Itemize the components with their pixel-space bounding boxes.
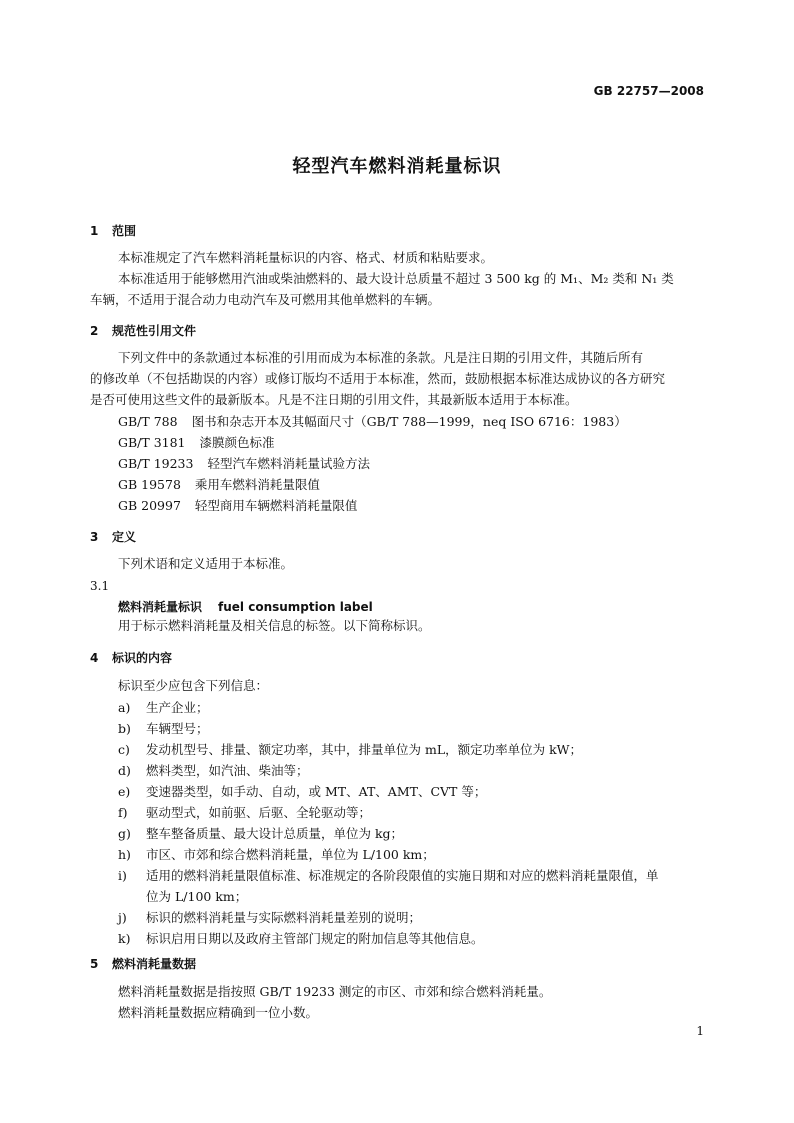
reference-title: 轻型汽车燃料消耗量试验方法 bbox=[207, 456, 370, 471]
section-number: 5 bbox=[90, 957, 99, 971]
section-title: 规范性引用文件 bbox=[112, 324, 197, 338]
reference-title: 轻型商用车辆燃料消耗量限值 bbox=[194, 498, 358, 513]
list-item-continuation bbox=[118, 887, 247, 905]
list-label: i) bbox=[118, 868, 127, 883]
term-english: fuel consumption label bbox=[218, 600, 373, 614]
paragraph: 燃料消耗量数据应精确到一位小数。 bbox=[118, 1005, 319, 1020]
list-text: 整车整备质量、最大设计总质量，单位为 kg； bbox=[146, 826, 404, 841]
list-text: 位为 L/100 km； bbox=[146, 889, 248, 904]
list-item bbox=[118, 866, 659, 884]
list-text: 生产企业； bbox=[146, 700, 209, 715]
term-definition: 用于标示燃料消耗量及相关信息的标签。以下简称标识。 bbox=[118, 618, 431, 633]
paragraph: 本标准适用于能够燃用汽油或柴油燃料的、最大设计总质量不超过 3 500 kg 的 M₁、M₂ 类和 N₁ 类 bbox=[118, 271, 674, 286]
list-label: k) bbox=[118, 931, 131, 946]
list-label: g) bbox=[118, 826, 131, 841]
term-chinese: 燃料消耗量标识 bbox=[118, 600, 203, 614]
reference-code: GB/T 19233 bbox=[118, 456, 194, 471]
standard-number: GB 22757—2008 bbox=[593, 84, 704, 98]
reference-item bbox=[118, 496, 357, 514]
section-number: 1 bbox=[90, 224, 99, 238]
reference-item bbox=[118, 475, 320, 493]
reference-code: GB 20997 bbox=[118, 498, 181, 513]
reference-item bbox=[118, 433, 275, 451]
reference-item bbox=[118, 412, 627, 430]
paragraph-continuation: 车辆，不适用于混合动力电动汽车及可燃用其他单燃料的车辆。 bbox=[90, 292, 441, 307]
section-title: 标识的内容 bbox=[112, 651, 173, 665]
list-item bbox=[118, 719, 209, 737]
paragraph: 下列文件中的条款通过本标准的引用而成为本标准的条款。凡是注日期的引用文件，其随后所有 bbox=[118, 350, 644, 365]
reference-code: GB 19578 bbox=[118, 477, 181, 492]
section-title: 定义 bbox=[112, 530, 137, 544]
list-text: 标识启用日期以及政府主管部门规定的附加信息等其他信息。 bbox=[146, 931, 484, 946]
section-title: 燃料消耗量数据 bbox=[112, 957, 197, 971]
list-item bbox=[118, 803, 371, 821]
reference-title: 漆膜颜色标准 bbox=[199, 435, 275, 450]
list-item bbox=[118, 908, 421, 926]
section-4-heading bbox=[90, 649, 172, 666]
section-1-heading bbox=[90, 222, 136, 239]
list-text: 驱动型式，如前驱、后驱、全轮驱动等； bbox=[146, 805, 372, 820]
paragraph-continuation: 是否可使用这些文件的最新版本。凡是不注日期的引用文件，其最新版本适用于本标准。 bbox=[90, 392, 578, 407]
list-text: 车辆型号； bbox=[146, 721, 209, 736]
term-entry bbox=[118, 598, 373, 615]
section-number: 3 bbox=[90, 530, 99, 544]
section-2-heading bbox=[90, 322, 196, 339]
paragraph: 本标准规定了汽车燃料消耗量标识的内容、格式、材质和粘贴要求。 bbox=[118, 250, 494, 265]
list-text: 标识的燃料消耗量与实际燃料消耗量差别的说明； bbox=[146, 910, 422, 925]
list-label: a) bbox=[118, 700, 131, 715]
list-text: 燃料类型，如汽油、柴油等； bbox=[146, 763, 309, 778]
document-title: 轻型汽车燃料消耗量标识 bbox=[292, 156, 502, 177]
list-item bbox=[118, 929, 484, 947]
list-item bbox=[118, 698, 209, 716]
section-title: 范围 bbox=[112, 224, 137, 238]
list-text: 发动机型号、排量、额定功率，其中，排量单位为 mL，额定功率单位为 kW； bbox=[146, 742, 583, 757]
list-label: c) bbox=[118, 742, 130, 757]
list-label: d) bbox=[118, 763, 131, 778]
reference-item bbox=[118, 454, 370, 472]
list-text: 变速器类型，如手动、自动，或 MT、AT、AMT、CVT 等； bbox=[146, 784, 487, 799]
list-item bbox=[118, 845, 435, 863]
section-3-heading bbox=[90, 528, 136, 545]
paragraph-continuation: 的修改单（不包括勘误的内容）或修订版均不适用于本标准，然而，鼓励根据本标准达成协议的各方研究 bbox=[90, 371, 666, 386]
list-label: h) bbox=[118, 847, 131, 862]
list-item bbox=[118, 782, 486, 800]
clause-number: 3.1 bbox=[90, 579, 110, 593]
list-label: j) bbox=[118, 910, 127, 925]
list-item bbox=[118, 824, 403, 842]
reference-title: 乘用车燃料消耗量限值 bbox=[194, 477, 320, 492]
reference-code: GB/T 3181 bbox=[118, 435, 186, 450]
paragraph: 燃料消耗量数据是指按照 GB/T 19233 测定的市区、市郊和综合燃料消耗量。 bbox=[118, 984, 552, 999]
list-label: e) bbox=[118, 784, 131, 799]
paragraph: 标识至少应包含下列信息： bbox=[118, 678, 269, 693]
reference-code: GB/T 788 bbox=[118, 414, 178, 429]
section-number: 2 bbox=[90, 324, 99, 338]
section-5-heading bbox=[90, 955, 196, 972]
list-text: 市区、市郊和综合燃料消耗量，单位为 L/100 km； bbox=[146, 847, 435, 862]
list-item bbox=[118, 761, 309, 779]
paragraph: 下列术语和定义适用于本标准。 bbox=[118, 556, 294, 571]
page-number: 1 bbox=[696, 1024, 704, 1038]
section-number: 4 bbox=[90, 651, 99, 665]
list-item bbox=[118, 740, 582, 758]
list-label: f) bbox=[118, 805, 128, 820]
list-text: 适用的燃料消耗量限值标准、标准规定的各阶段限值的实施日期和对应的燃料消耗量限值，单 bbox=[146, 868, 659, 883]
reference-title: 图书和杂志开本及其幅面尺寸（GB/T 788—1999，neq ISO 6716：1983） bbox=[191, 414, 627, 429]
list-label: b) bbox=[118, 721, 131, 736]
